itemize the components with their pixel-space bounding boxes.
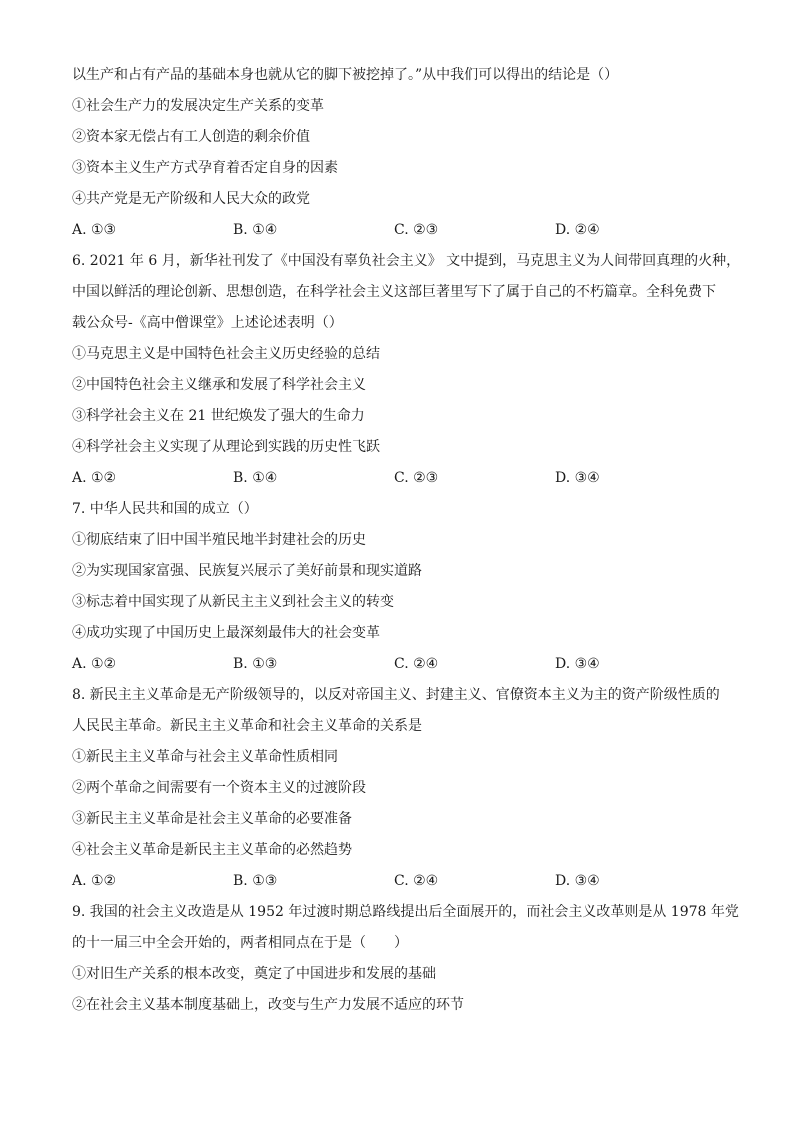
option-b: B. ①④ <box>233 222 278 238</box>
option-d: D. ③④ <box>555 873 600 889</box>
statement-4: ④科学社会主义实现了从理论到实践的历史性飞跃 <box>72 439 380 455</box>
statement-4: ④成功实现了中国历史上最深刻最伟大的社会变革 <box>72 625 380 641</box>
statement-2: ②中国特色社会主义继承和发展了科学社会主义 <box>72 377 366 393</box>
statement-1: ①对旧生产关系的根本改变，奠定了中国进步和发展的基础 <box>72 966 436 982</box>
statement-3: ③资本主义生产方式孕育着否定自身的因素 <box>72 160 338 176</box>
statement-1: ①彻底结束了旧中国半殖民地半封建社会的历史 <box>72 532 366 548</box>
answer-options <box>72 866 740 897</box>
answer-options <box>72 649 740 680</box>
question-stem-line: 的十一届三中全会开始的，两者相同点在于是（ ） <box>72 935 408 951</box>
question-stem-line: 以生产和占有产品的基础本身也就从它的脚下被挖掉了。”从中我们可以得出的结论是（） <box>72 67 619 83</box>
statement-2: ②资本家无偿占有工人创造的剩余价值 <box>72 129 310 145</box>
question-7 <box>72 494 740 680</box>
question-stem-line: 9. 我国的社会主义改造是从 1952 年过渡时期总路线提出后全面展开的，而社会主义改革则是从 1978 年党 <box>72 904 739 920</box>
question-8 <box>72 680 740 897</box>
option-c: C. ②④ <box>394 873 439 889</box>
statement-2: ②在社会主义基本制度基础上，改变与生产力发展不适应的环节 <box>72 997 464 1013</box>
question-stem-line: 8. 新民主主义革命是无产阶级领导的，以反对帝国主义、封建主义、官僚资本主义为主的资产阶级性质的 <box>72 687 720 703</box>
statement-4: ④共产党是无产阶级和人民大众的政党 <box>72 191 310 207</box>
statement-2: ②为实现国家富强、民族复兴展示了美好前景和现实道路 <box>72 563 422 579</box>
option-a: A. ①② <box>72 873 117 889</box>
question-stem-line: 人民民主革命。新民主主义革命和社会主义革命的关系是 <box>72 718 422 734</box>
option-a: A. ①③ <box>72 222 117 238</box>
option-b: B. ①③ <box>233 873 278 889</box>
question-stem-line: 载公众号-《高中僧课堂》上述论述表明（） <box>72 315 343 331</box>
question-stem-line: 6. 2021 年 6 月，新华社刊发了《中国没有辜负社会主义》 文中提到，马克思主义为人间带回真理的火种， <box>72 253 741 269</box>
statement-3: ③新民主主义革命是社会主义革命的必要准备 <box>72 811 352 827</box>
option-c: C. ②③ <box>394 470 439 486</box>
question-5 <box>72 60 740 246</box>
answer-options <box>72 215 740 246</box>
question-stem-line: 7. 中华人民共和国的成立（） <box>72 501 258 517</box>
statement-1: ①新民主主义革命与社会主义革命性质相同 <box>72 749 338 765</box>
option-d: D. ③④ <box>555 470 600 486</box>
option-a: A. ①② <box>72 656 117 672</box>
question-9 <box>72 897 740 1021</box>
statement-1: ①马克思主义是中国特色社会主义历史经验的总结 <box>72 346 380 362</box>
statement-2: ②两个革命之间需要有一个资本主义的过渡阶段 <box>72 780 366 796</box>
question-stem-line: 中国以鲜活的理论创新、思想创造，在科学社会主义这部巨著里写下了属于自己的不朽篇章。全科免费下 <box>72 284 716 300</box>
statement-3: ③科学社会主义在 21 世纪焕发了强大的生命力 <box>72 408 365 424</box>
document-page <box>72 60 740 1021</box>
statement-4: ④社会主义革命是新民主主义革命的必然趋势 <box>72 842 352 858</box>
option-d: D. ③④ <box>555 656 600 672</box>
option-c: C. ②③ <box>394 222 439 238</box>
option-d: D. ②④ <box>555 222 600 238</box>
statement-1: ①社会生产力的发展决定生产关系的变革 <box>72 98 324 114</box>
option-c: C. ②④ <box>394 656 439 672</box>
statement-3: ③标志着中国实现了从新民主主义到社会主义的转变 <box>72 594 394 610</box>
option-b: B. ①④ <box>233 470 278 486</box>
option-b: B. ①③ <box>233 656 278 672</box>
answer-options <box>72 463 740 494</box>
option-a: A. ①② <box>72 470 117 486</box>
question-6 <box>72 246 740 494</box>
